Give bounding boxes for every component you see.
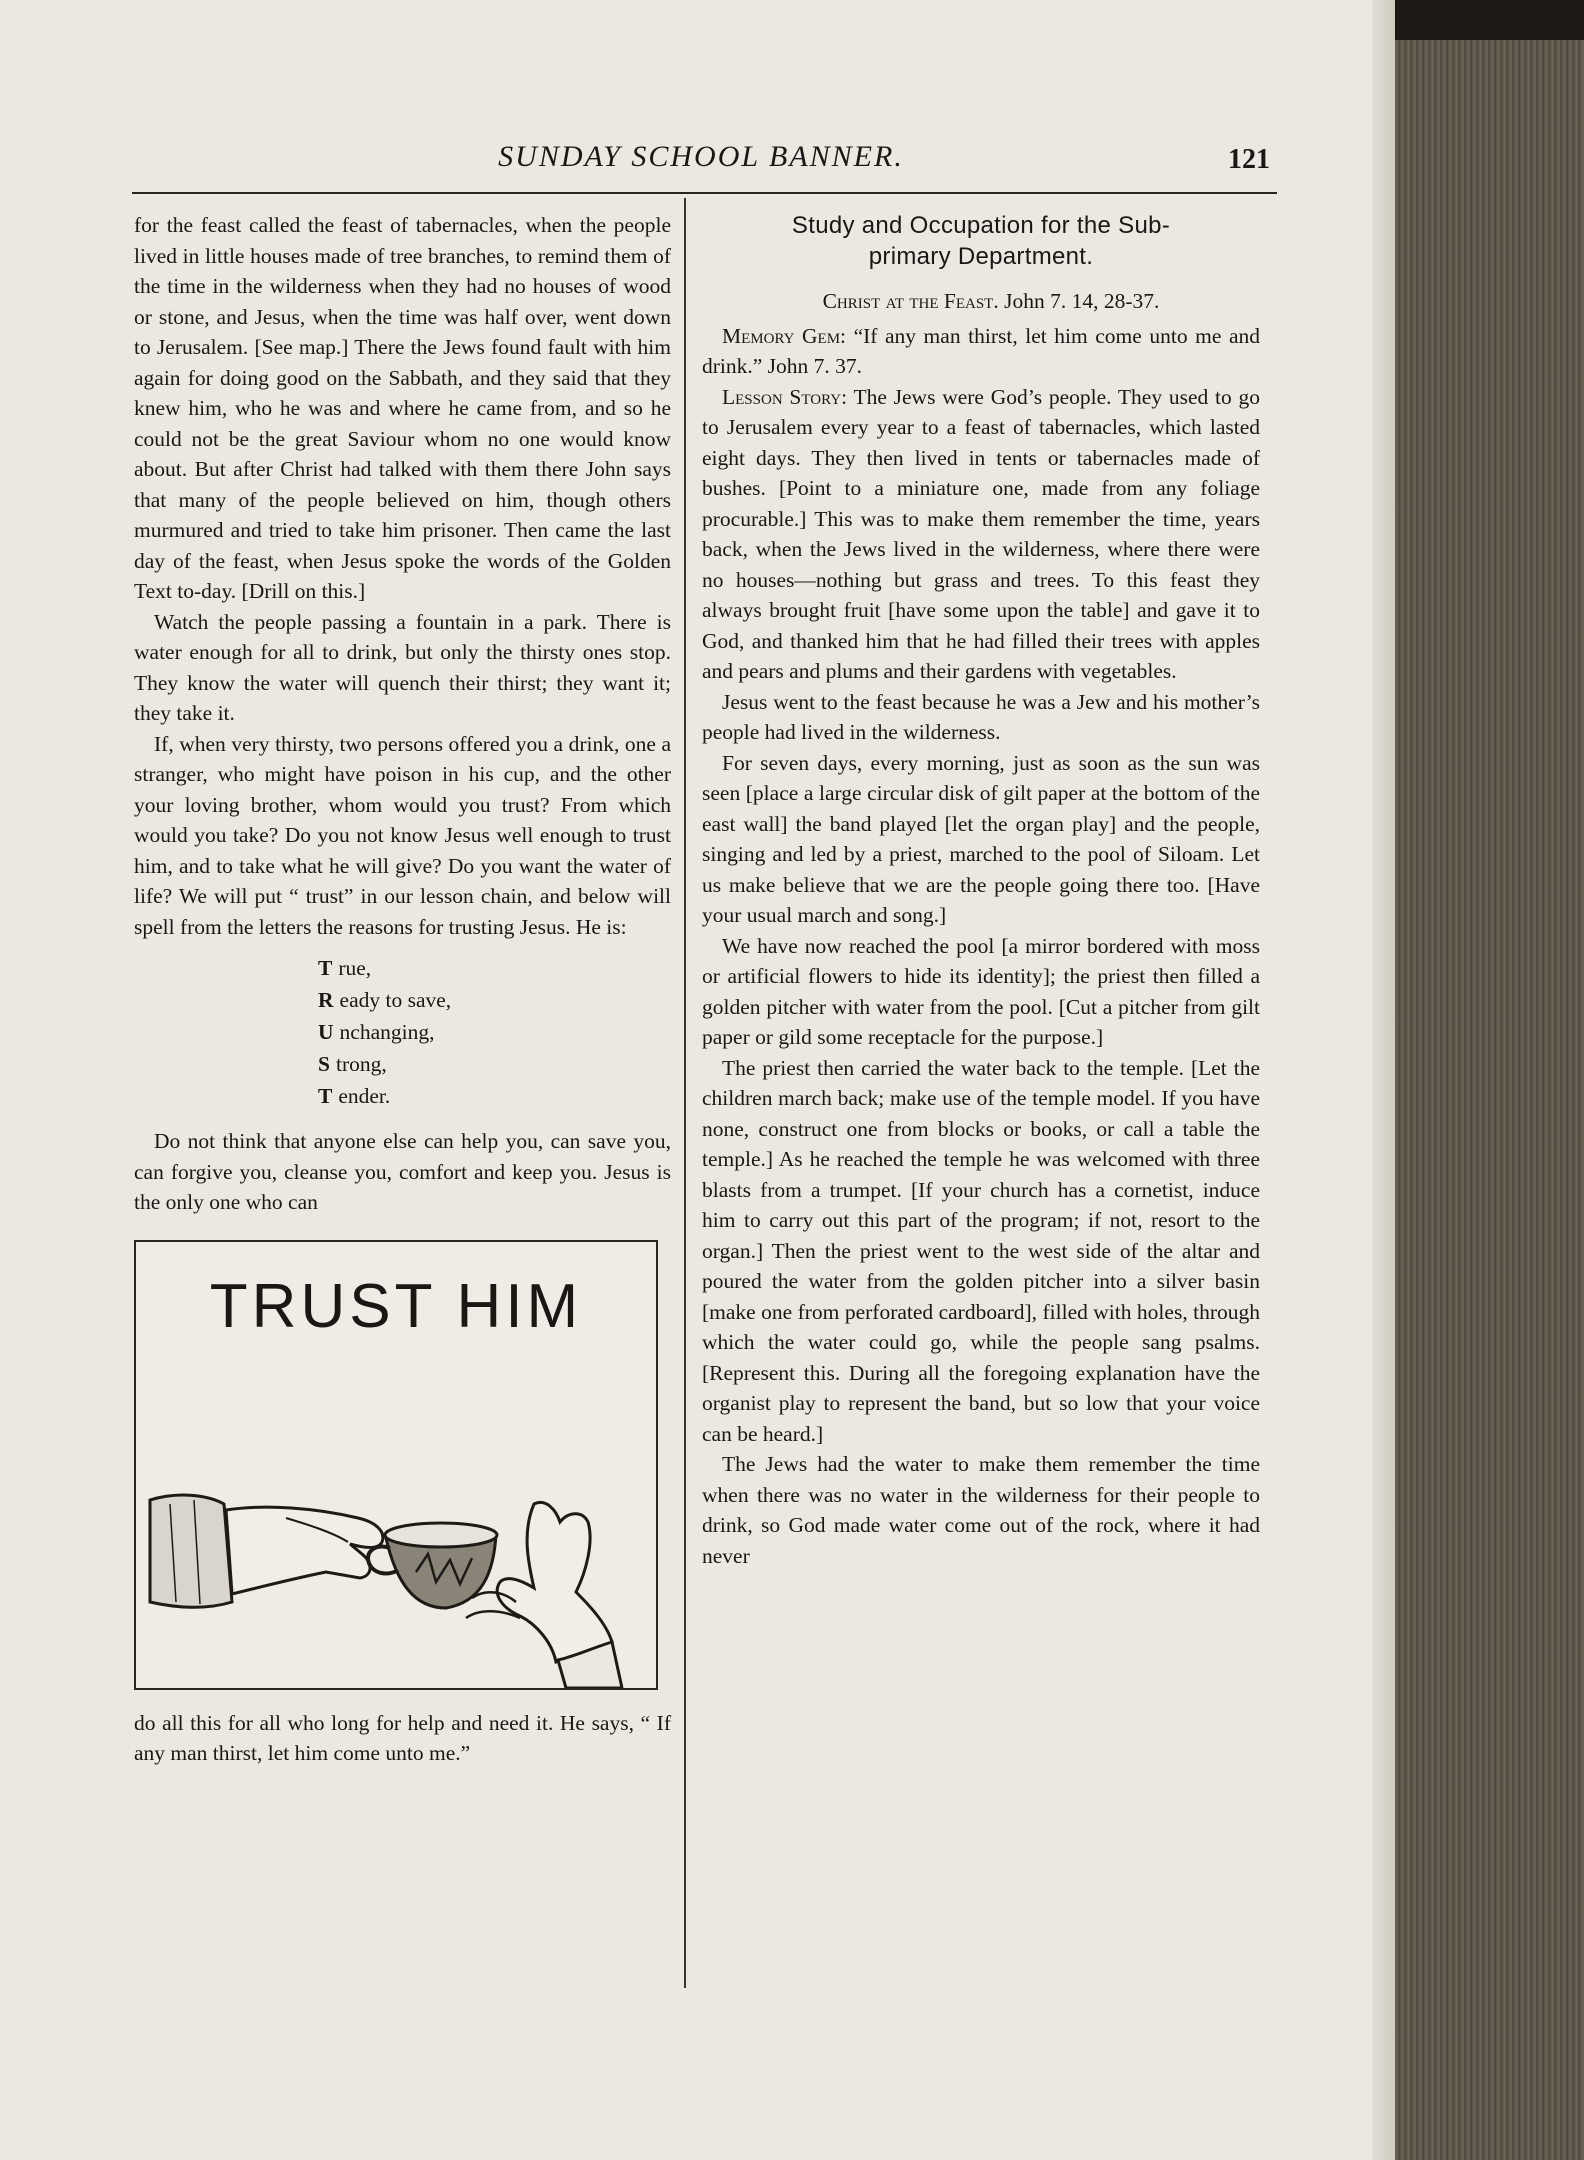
right-column bbox=[702, 210, 1260, 1571]
lesson-label: Christ at the Feast. bbox=[822, 289, 999, 313]
page-number: 121 bbox=[1228, 144, 1270, 175]
right-paragraph-5: The priest then carried the water back to the temple. [Let the children march back; make use of the temple model. If you have none, construct one from blocks or books, or call a table the temple.] As he reached the temple he was welcomed with three blasts from a trumpet. [If your church has a cornetist, induce him to carry out this part of the program; if not, resort to the organ.] Then the priest went to the west side of the altar and poured the water from the golden pitcher into a silver basin [make one from perforated cardboard], filled with holes, through which the water could go, while the people sang psalms. [Represent this. During all the foregoing explanation have the organist play to represent the band, but so low that your voice can be heard.] bbox=[702, 1055, 1260, 1446]
acrostic-word: trong, bbox=[335, 1052, 387, 1076]
section-title-line-2: primary Department. bbox=[868, 243, 1094, 270]
header-rule bbox=[132, 192, 1277, 194]
right-paragraph-4: We have now reached the pool [a mirror bordered with moss or artificial flowers to hide its identity]; the priest then filled a golden pitcher with water from the pool. [Cut a pitcher from gilt paper or gild some receptacle for the purpose.] bbox=[702, 933, 1260, 1049]
acrostic-word: ender. bbox=[338, 1084, 391, 1108]
acrostic-word: eady to save, bbox=[339, 988, 452, 1012]
hands-and-cup-drawing bbox=[136, 1242, 656, 1688]
section-title-line-1: Study and Occupation for the Sub- bbox=[791, 212, 1171, 239]
lesson-scripture: John 7. 14, 28-37. bbox=[1004, 289, 1160, 313]
trust-acrostic bbox=[318, 952, 671, 1112]
acrostic-letter: T bbox=[318, 956, 333, 980]
left-paragraph-2: Watch the people passing a fountain in a park. There is water enough for all to drink, but only the thirsty ones stop. They know the water will quench their thirst; they want it; they take it. bbox=[134, 609, 671, 725]
giving-hand-icon bbox=[226, 1507, 383, 1594]
right-paragraph-2: Jesus went to the feast because he was a Jew and his mother’s people had lived in the wilderness. bbox=[702, 689, 1260, 744]
acrostic-word: rue, bbox=[338, 956, 372, 980]
left-paragraph-3: If, when very thirsty, two persons offered you a drink, one a stranger, who might have poison in his cup, and the other your loving brother, whom would you trust? From which would you take? Do you not know Jesus well enough to trust him, and to take what he will give? Do you want the water of life? We will put “ trust” in our lesson chain, and below will spell from the letters the reasons for trusting Jesus. He is: bbox=[134, 731, 671, 939]
running-head: SUNDAY SCHOOL BANNER. bbox=[498, 140, 904, 173]
acrostic-line bbox=[318, 1080, 671, 1112]
section-title bbox=[702, 210, 1260, 272]
left-paragraph-1: for the feast called the feast of tabernacles, when the people lived in little houses made of tree branches, to remind them of the time in the wilderness when they had no houses of wood or stone, and Jesus, when the time was half over, went down to Jerusalem. [See map.] There the Jews found fault with him again for doing good on the Sabbath, and they said that they knew him, who he was and where he came from, and so he could not be the great Saviour whom no one would know about. But after Christ had talked with them there John says that many of the people believed on him, though others murmured and tried to take him prisoner. Then came the last day of the feast, when Jesus spoke the words of the Golden Text to-day. [Drill on this.] bbox=[134, 213, 671, 603]
right-paragraph-6: The Jews had the water to make them remember the time when there was no water in the wilderness for their people to drink, so God made water come out of the rock, where it had never bbox=[702, 1452, 1260, 1568]
acrostic-line bbox=[318, 984, 671, 1016]
acrostic-letter: S bbox=[318, 1052, 330, 1076]
acrostic-line bbox=[318, 1048, 671, 1080]
lesson-story-text: The Jews were God’s people. They used to go to Jerusalem every year to a feast of tabernacles, which lasted eight days. They then lived in tents or tabernacles made of bushes. [Point to a miniature one, made from any foliage procurable.] This was to make them remember the time, years back, when the Jews lived in the wilderness, where there were no houses—nothing but grass and trees. To this feast they always brought fruit [have some upon the table] and gave it to God, and thanked him that he had filled their trees with apples and pears and plums and their gardens with vegetables. bbox=[702, 384, 1260, 683]
left-paragraph-4: Do not think that anyone else can help you, can save you, can forgive you, cleanse you, comfort and keep you. Jesus is the only one who can bbox=[134, 1129, 671, 1214]
sleeve-icon bbox=[150, 1495, 232, 1607]
book-edge-top bbox=[1395, 0, 1584, 40]
lesson-reference bbox=[702, 286, 1260, 317]
page-header bbox=[132, 138, 1270, 190]
receiving-hands-icon bbox=[497, 1502, 612, 1662]
right-paragraph-3: For seven days, every morning, just as soon as the sun was seen [place a large circular disk of gilt paper at the bottom of the east wall] the band played [let the organ play] and the people, singing and led by a priest, marched to the pool of Siloam. Let us make believe that we are the people going there too. [Have your usual march and song.] bbox=[702, 750, 1260, 927]
memory-gem-text: “If any man thirst, let him come unto me and drink.” John 7. 37. bbox=[702, 323, 1260, 378]
acrostic-letter: T bbox=[318, 1084, 333, 1108]
illustration-title: TRUST HIM bbox=[209, 1271, 583, 1341]
book-page-edges bbox=[1395, 0, 1584, 2160]
acrostic-letter: U bbox=[318, 1020, 334, 1044]
left-column bbox=[134, 210, 671, 1769]
memory-gem-label: Memory Gem: bbox=[722, 323, 847, 348]
column-rule bbox=[684, 198, 686, 1988]
acrostic-letter: R bbox=[318, 988, 334, 1012]
trust-him-illustration bbox=[134, 1240, 658, 1690]
left-paragraph-5: do all this for all who long for help and need it. He says, “ If any man thirst, let him come unto me.” bbox=[134, 1710, 671, 1765]
lesson-story bbox=[702, 382, 1260, 687]
memory-gem bbox=[702, 321, 1260, 382]
lesson-story-label: Lesson Story: bbox=[722, 384, 848, 409]
acrostic-line bbox=[318, 952, 671, 984]
acrostic-line bbox=[318, 1016, 671, 1048]
acrostic-word: nchanging, bbox=[339, 1020, 435, 1044]
